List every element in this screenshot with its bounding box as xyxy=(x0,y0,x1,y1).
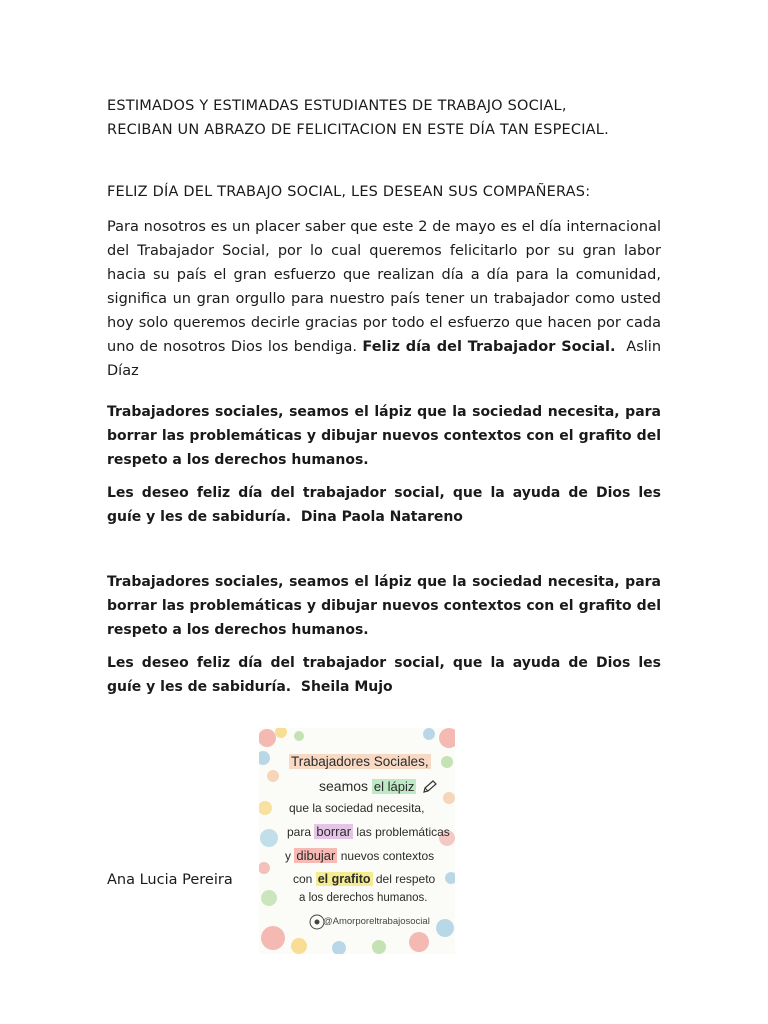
signature-ana-lucia: Ana Lucia Pereira xyxy=(107,872,233,888)
message-aslin xyxy=(107,215,661,383)
poster-line-4-highlight: borrar xyxy=(316,824,352,839)
message-aslin-author: Aslin Díaz xyxy=(107,339,662,379)
poster-line-4-post: las problemáticas xyxy=(356,825,450,839)
celebration-subheading: FELIZ DÍA DEL TRABAJO SOCIAL, LES DESEAN SUS COMPAÑERAS: xyxy=(107,184,591,200)
greeting-heading xyxy=(107,94,661,142)
message-aslin-body: Para nosotros es un placer saber que este 2 de mayo es el día internacional del Trabajador Social, por lo cual queremos felicitarlo por su gran labor hacia su país el gran esfuerzo que realizan día a día para la comunidad, significa un gran orgullo para nuestro país tener un trabajador como usted hoy solo queremos decirle gracias por todo el esfuerzo que hacen por cada uno de nosotros Dios los bendiga. xyxy=(107,219,661,355)
message-sheila-para1: Trabajadores sociales, seamos el lápiz que la sociedad necesita, para borrar las problemáticas y dibujar nuevos contextos con el grafito del respeto a los derechos humanos. xyxy=(107,574,661,638)
greeting-line-2: RECIBAN UN ABRAZO DE FELICITACION EN ESTE DÍA TAN ESPECIAL. xyxy=(107,122,609,138)
message-dina-para1: Trabajadores sociales, seamos el lápiz que la sociedad necesita, para borrar las problemáticas y dibujar nuevos contextos con el grafito del respeto a los derechos humanos. xyxy=(107,404,661,468)
message-dina-text: Les deseo feliz día del trabajador social, que la ayuda de Dios les guíe y les de sabiduría. xyxy=(107,485,661,525)
message-dina-para2 xyxy=(107,481,661,529)
poster-handle: @Amorporeltrabajosocial xyxy=(323,916,430,927)
poster-line-5-post: nuevos contextos xyxy=(340,849,435,863)
poster-line-5-highlight: dibujar xyxy=(296,848,336,863)
poster-title: Trabajadores Sociales, xyxy=(291,754,429,769)
poster-line-5 xyxy=(285,848,434,863)
message-aslin-emphasis: Feliz día del Trabajador Social. xyxy=(362,339,616,355)
poster-line-6-post: del respeto xyxy=(375,872,436,886)
poster-line-6-highlight: el grafito xyxy=(317,872,371,886)
poster-line-6-pre: con xyxy=(293,872,313,886)
poster-line-2 xyxy=(319,778,438,794)
poster-line-2-highlight: el lápiz xyxy=(373,779,415,794)
poster-line-6 xyxy=(293,872,435,886)
poster-line-3: que la sociedad necesita, xyxy=(289,801,425,815)
message-dina-author: Dina Paola Natareno xyxy=(300,509,463,525)
poster-line-5-pre: y xyxy=(285,849,291,863)
message-sheila-para2 xyxy=(107,651,661,699)
poster-line-4-pre: para xyxy=(287,825,312,839)
message-sheila-text: Les deseo feliz día del trabajador social, que la ayuda de Dios les guíe y les de sabiduría. xyxy=(107,655,661,695)
greeting-line-1: ESTIMADOS Y ESTIMADAS ESTUDIANTES DE TRABAJO SOCIAL, xyxy=(107,98,567,114)
message-sheila-author: Sheila Mujo xyxy=(300,679,393,695)
pencil-icon xyxy=(422,780,438,794)
social-work-poster xyxy=(259,728,455,954)
poster-line-7: a los derechos humanos. xyxy=(299,892,428,904)
poster-line-4 xyxy=(287,824,450,839)
poster-line-2-pre: seamos xyxy=(319,778,369,794)
